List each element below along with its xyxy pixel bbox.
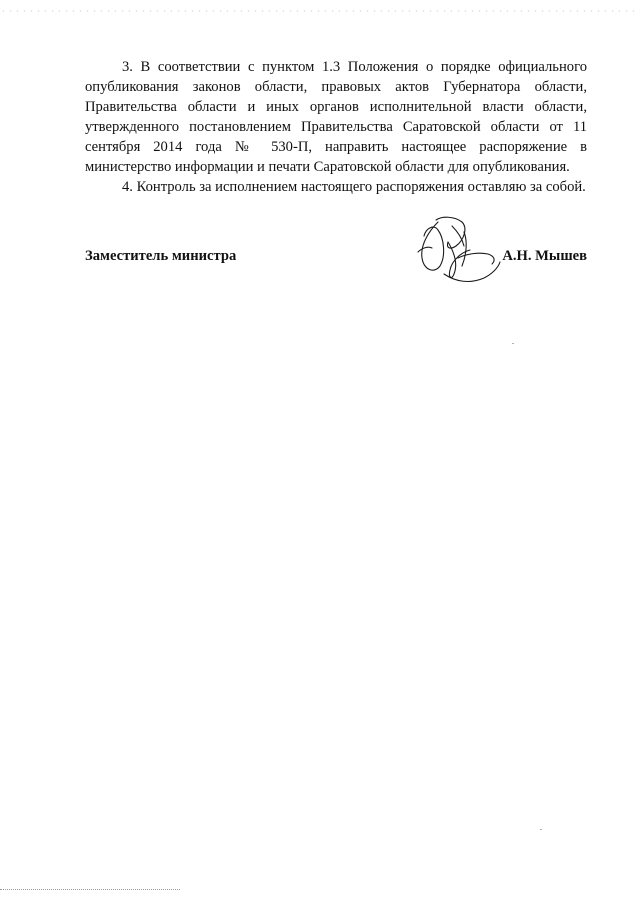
- document-body: [85, 57, 587, 197]
- signatory-name: А.Н. Мышев: [502, 248, 587, 264]
- signature-block: [85, 248, 587, 270]
- paragraph-3: 3. В соответствии с пунктом 1.3 Положения о порядке официального опубликования законов области, правовых актов Губернатора области, Правительства области и иных органов исполнительной власти области, утвержденного постановлением Правительства Саратовской области от 11 сентября 2014 года № 530-П, направить настоящее распоряжение в министерство информации и печати Саратовской области для опубликования.: [85, 59, 587, 175]
- scan-noise-bottom: [0, 889, 180, 891]
- paragraph-4: 4. Контроль за исполнением настоящего распоряжения оставляю за собой.: [122, 179, 586, 195]
- signatory-title: Заместитель министра: [85, 248, 237, 264]
- handwritten-signature: [408, 212, 502, 290]
- scan-noise-top: [0, 9, 640, 13]
- scan-speck: [512, 343, 514, 344]
- scan-speck: [540, 829, 542, 830]
